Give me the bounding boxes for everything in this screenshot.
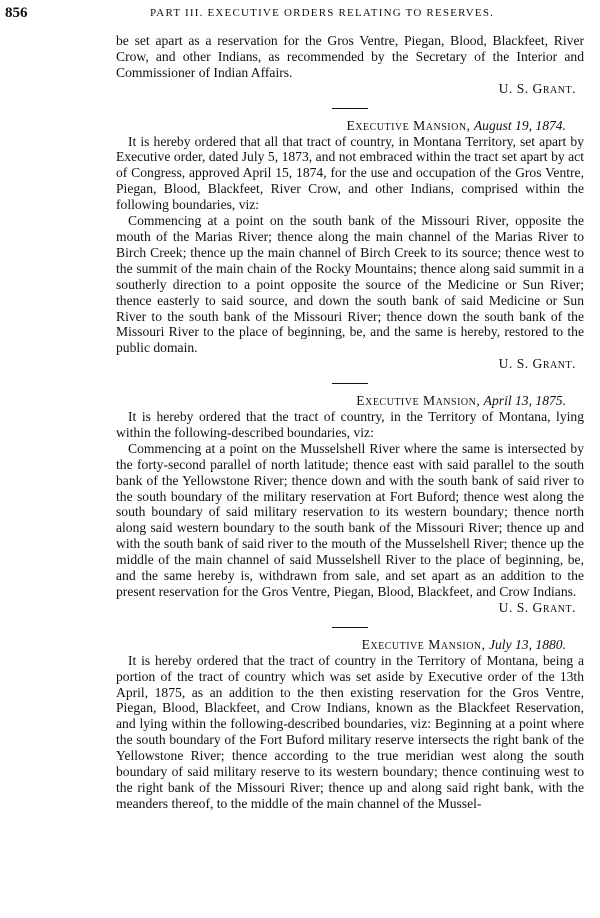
page-header (0, 5, 600, 25)
section-divider (332, 627, 368, 628)
dateline (116, 637, 566, 653)
section-divider (332, 108, 368, 109)
body-text (116, 33, 584, 812)
dateline-place: Executive Mansion, (361, 636, 486, 652)
dateline-place: Executive Mansion, (346, 117, 471, 133)
running-head: PART III. EXECUTIVE ORDERS RELATING TO RESERVES. (150, 7, 495, 19)
dateline-date: August 19, 1874. (473, 117, 566, 133)
dateline-place: Executive Mansion, (356, 393, 481, 409)
order-paragraph: Commencing at a point on the south bank of the Missouri River, opposite the mouth of the Marias River; thence along the main channel of the Marias River to Birch Creek; thence up the main channel of Birch Creek to its source; thence west to the summit of the main chain of the Rocky Mountains; thence along said summit in a southerly direction to a point opposite the source of the Medicine or Sun River; thence easterly to said source, and down the south bank of said Medicine or Sun River to the south bank of the Missouri River; thence down the south bank of the Missouri River to the place of beginning, be, and the same is hereby, restored to the public domain. (116, 213, 584, 356)
signature: U. S. Grant. (498, 599, 576, 615)
section-divider (332, 383, 368, 384)
order-paragraph: It is hereby ordered that the tract of country in the Territory of Montana, being a portion of the tract of country which was set aside by Executive order of the 13th April, 1875, as an addition to the then existing reservation for the Gros Ventre, Piegan, Blood, Blackfeet, and Crow Indians, known as the Blackfeet Reservation, and lying within the following-described boundaries, viz: Beginning at a point where the south boundary of the Fort Buford military reserve intersects the right bank of the Yellowstone River; thence according to the true meridian west along the south boundary of said military reserve to its western boundary; thence continuing west to the right bank of the Missouri River; thence up and along said right bank, with the meanders thereof, to the middle of the main channel of the Mussel- (116, 652, 584, 811)
dateline-date: April 13, 1875. (483, 393, 566, 409)
signature: U. S. Grant. (498, 80, 576, 96)
order-paragraph: It is hereby ordered that the tract of country, in the Territory of Montana, lying within the following-described boundaries, viz: (116, 409, 584, 440)
intro-paragraph: be set apart as a reservation for the Gros Ventre, Piegan, Blood, Blackfeet, River Crow, and other Indians, as recommended by the Secretary of the Interior and Commissioner of Indian Affairs. (116, 33, 584, 80)
dateline (116, 118, 566, 134)
page-number: 856 (5, 5, 28, 21)
order-paragraph: It is hereby ordered that all that tract of country, in Montana Territory, set apart by Executive order, dated July 5, 1873, and not embraced within the tract set apart by act of Congress, approved April 15, 1874, for the use and occupation of the Gros Ventre, Piegan, Blood, Blackfeet, River Crow, and other Indians, comprised within the following boundaries, viz: (116, 133, 584, 213)
dateline-date: July 13, 1880. (488, 636, 566, 652)
dateline (116, 393, 566, 409)
signature: U. S. Grant. (498, 356, 576, 372)
order-paragraph: Commencing at a point on the Musselshell River where the same is intersected by the forty-second parallel of north latitude; thence east with said parallel to the south bank of the Yellowstone River; thence down and with the south bank of said river to the south boundary of the military reservation at Fort Buford; thence west along the south boundary of said military reservation to its western boundary; thence north along said western boundary to the south bank of the Missouri River; thence up and with the south bank of said river to the mouth of the Musselshell River; thence up the middle of the main channel of said Musselshell River to the place of beginning, be, and the same hereby is, withdrawn from sale, and set apart as an addition to the present reservation for the Gros Ventre, Piegan, Blood, Blackfeet, and Crow Indians. (116, 440, 584, 599)
